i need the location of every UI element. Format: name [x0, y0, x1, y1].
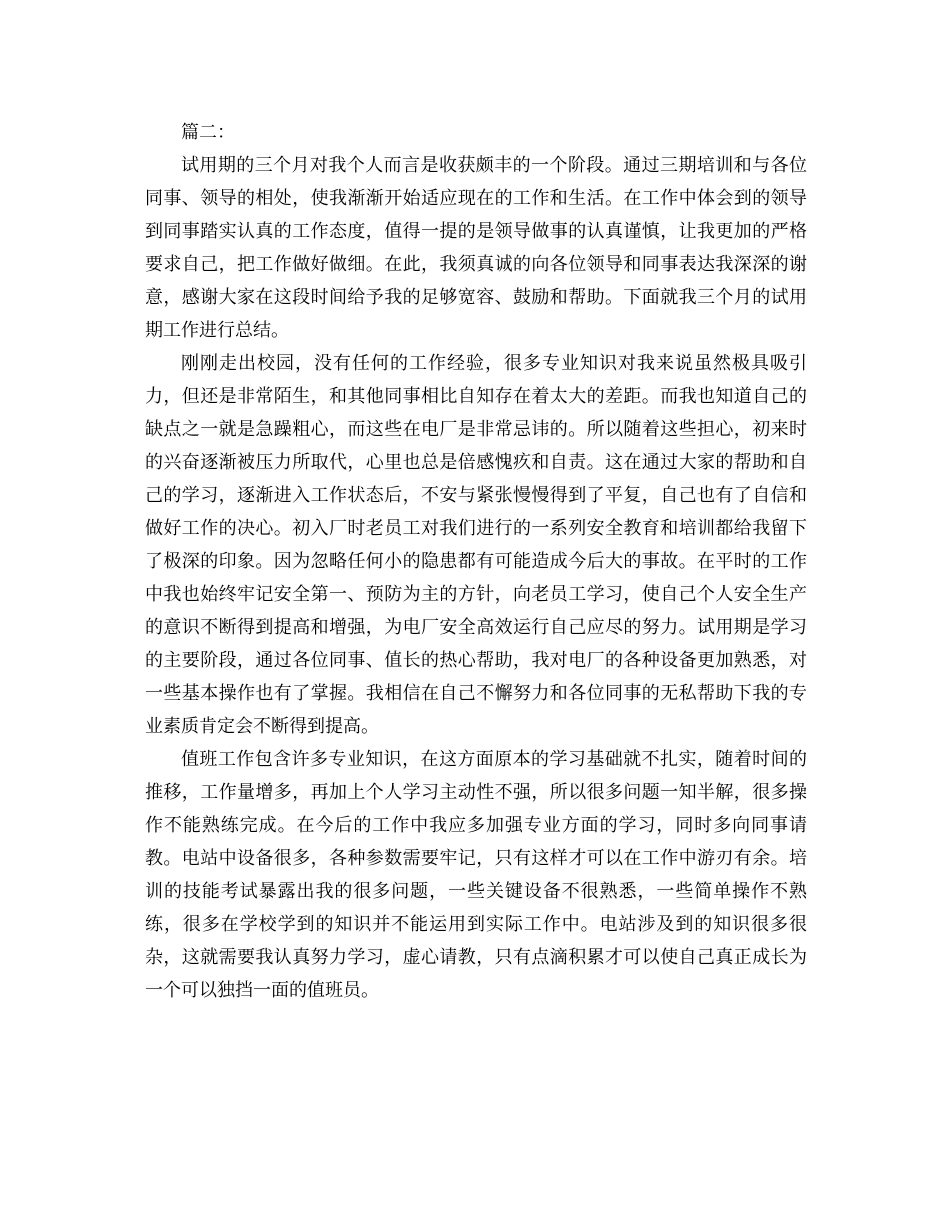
- paragraph-3: 值班工作包含许多专业知识，在这方面原本的学习基础就不扎实，随着时间的推移，工作量增多，再加上个人学习主动性不强，所以很多问题一知半解，很多操作不能熟练完成。在今后的工作中我应多加强专业方面的学习，同时多向同事请教。电站中设备很多，各种参数需要牢记，只有这样才可以在工作中游刃有余。培训的技能考试暴露出我的很多问题，一些关键设备不很熟悉，一些简单操作不熟练，很多在学校学到的知识并不能运用到实际工作中。电站涉及到的知识很多很杂，这就需要我认真努力学习，虚心请教，只有点滴积累才可以使自己真正成长为一个可以独挡一面的值班员。: [145, 749, 807, 1001]
- section-heading: 篇二：: [181, 122, 235, 143]
- paragraph-2: 刚刚走出校园，没有任何的工作经验，很多专业知识对我来说虽然极具吸引力，但还是非常陌生，和其他同事相比自知存在着太大的差距。而我也知道自己的缺点之一就是急躁粗心，而这些在电厂是非常忌讳的。所以随着这些担心，初来时的兴奋逐渐被压力所取代，心里也总是倍感愧疚和自责。这在通过大家的帮助和自己的学习，逐渐进入工作状态后，不安与紧张慢慢得到了平复，自己也有了自信和做好工作的决心。初入厂时老员工对我们进行的一系列安全教育和培训都给我留下了极深的印象。因为忽略任何小的隐患都有可能造成今后大的事故。在平时的工作中我也始终牢记安全第一、预防为主的方针，向老员工学习，使自己个人安全生产的意识不断得到提高和增强，为电厂安全高效运行自己应尽的努力。试用期是学习的主要阶段，通过各位同事、值长的热心帮助，我对电厂的各种设备更加熟悉，对一些基本操作也有了掌握。我相信在自己不懈努力和各位同事的无私帮助下我的专业素质肯定会不断得到提高。: [145, 353, 807, 737]
- paragraph-1: 试用期的三个月对我个人而言是收获颇丰的一个阶段。通过三期培训和与各位同事、领导的相处，使我渐渐开始适应现在的工作和生活。在工作中体会到的领导到同事踏实认真的工作态度，值得一提的是领导做事的认真谨慎，让我更加的严格要求自己，把工作做好做细。在此，我须真诚的向各位领导和同事表达我深深的谢意，感谢大家在这段时间给予我的足够宽容、鼓励和帮助。下面就我三个月的试用期工作进行总结。: [145, 155, 807, 341]
- document-body: [145, 116, 807, 1007]
